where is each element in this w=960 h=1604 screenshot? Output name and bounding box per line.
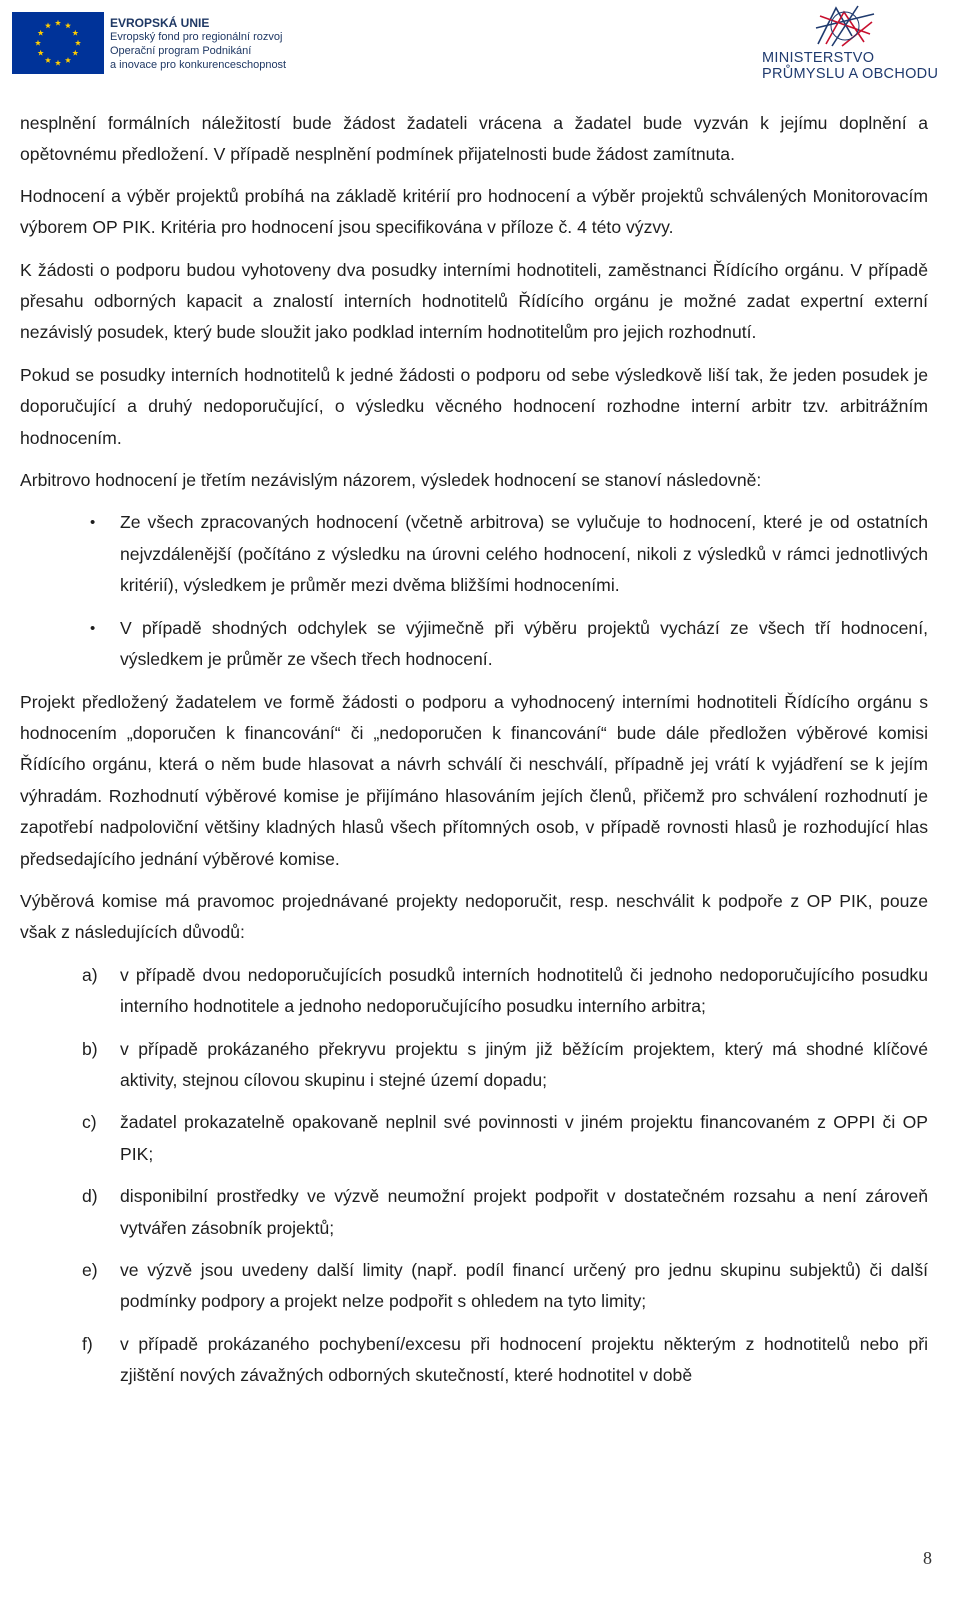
list-item — [20, 1107, 928, 1170]
paragraph-arbitration: Pokud se posudky interních hodnotitelů k jedné žádosti o podporu od sebe výsledkově liší tak, že jeden posudek je doporučující a druhý nedoporučující, o výsledku věcného hodnocení rozhodne interní arbitr tzv. arbitrážním hodnocením. — [20, 364, 928, 448]
list-text: ve výzvě jsou uvedeny další limity (např. podíl financí určený pro jednu skupinu subjektů) či další podmínky podpory a projekt nelze podpořit s ohledem na tyto limity; — [120, 1260, 928, 1312]
mpo-logo-line2: PRŮMYSLU A OBCHODU — [762, 66, 939, 82]
list-marker: e) — [82, 1260, 98, 1280]
bullet-text: Ze všech zpracovaných hodnocení (včetně arbitrova) se vylučuje to hodnocení, které je od ostatních nejvzdálenější (počítáno z výsledku na úrovni celého hodnocení, nikoli z výsledků v rámci jednotlivých kritérií), výsledkem je průměr mezi dvěma bližšími hodnoceními. — [120, 512, 928, 596]
eu-logo-line2: Evropský fond pro regionální rozvoj — [110, 31, 283, 43]
bullet-item — [20, 507, 928, 601]
eu-logo-text — [110, 16, 286, 72]
page-number: 8 — [923, 1548, 932, 1568]
list-marker: d) — [82, 1186, 98, 1207]
bullet-list — [20, 507, 928, 675]
mpo-logo — [762, 4, 942, 86]
list-item — [20, 1255, 928, 1318]
paragraph-selection-committee: Projekt předložený žadatelem ve formě žádosti o podporu a vyhodnocený interními hodnotiteli Řídícího orgánu s hodnocením „doporučen k financování“ či „nedoporučen k financování“ bude dále předložen výběrové komisi Řídícího orgánu, která o něm bude hlasovat a návrh schválí či neschválí, případně jej vrátí k vyjádření se k jejím výhradám. Rozhodnutí výběrové komise je přijímáno hlasováním jejích členů, přičemž pro schválení rozhodnutí je zapotřebí nadpoloviční většiny kladných hlasů všech přítomných osob, v případě rovnosti hlasů je rozhodující hlas předsedajícího jednání výběrové komise. — [20, 691, 928, 869]
list-item — [20, 1329, 928, 1392]
bullet-text: V případě shodných odchylek se výjimečně při výběru projektů vychází ze všech tří hodnocení, výsledkem je průměr ze všech třech hodnocení. — [120, 617, 928, 670]
paragraph-committee-powers: Výběrová komise má pravomoc projednávané projekty nedoporučit, resp. neschválit k podpoře z OP PIK, pouze však z následujících důvodů: — [20, 890, 928, 943]
list-marker: a) — [82, 964, 98, 985]
list-text: žadatel prokazatelně opakovaně neplnil své povinnosti v jiném projektu financovaném z OPPI či OP PIK; — [120, 1112, 928, 1164]
list-marker: c) — [82, 1112, 97, 1133]
list-item — [20, 960, 928, 1023]
paragraph-arbiter-result: Arbitrovo hodnocení je třetím nezávislým názorem, výsledek hodnocení se stanoví následovně: — [20, 470, 762, 491]
list-marker: f) — [82, 1333, 93, 1354]
bullet-item — [20, 613, 928, 676]
list-text: v případě prokázaného překryvu projektu s jiným již běžícím projektem, který má shodné klíčové aktivity, stejnou cílovou skupinu i stejné území dopadu; — [120, 1038, 928, 1090]
eu-logo — [12, 12, 286, 74]
eu-logo-line4: a inovace pro konkurenceschopnost — [110, 59, 287, 71]
document-body — [20, 108, 928, 1403]
list-text: v případě prokázaného pochybení/excesu při hodnocení projektu některým z hodnotitelů nebo při zjištění nových závažných odborných skutečností, které hodnotitel v době — [120, 1333, 928, 1386]
list-marker: b) — [82, 1038, 98, 1059]
mpo-logo-line1: MINISTERSTVO — [762, 50, 875, 66]
eu-flag-icon — [12, 12, 104, 74]
page-header — [0, 0, 960, 90]
mpo-logo-text — [762, 50, 938, 82]
bullet-icon: • — [90, 514, 96, 532]
list-text: disponibilní prostředky ve výzvě neumožní projekt podpořit v dostatečném rozsahu a není zároveň vytvářen zásobník projektů; — [120, 1186, 928, 1238]
bullet-icon: • — [90, 619, 96, 637]
paragraph-formal-requirements: nesplnění formálních náležitostí bude žádost žadateli vrácena a žadatel bude vyzván k jejímu doplnění a opětovnému předložení. V případě nesplnění podmínek přijatelnosti bude žádost zamítnuta. — [20, 113, 928, 165]
eu-logo-line1: EVROPSKÁ UNIE — [110, 16, 210, 30]
list-item — [20, 1034, 928, 1097]
list-item — [20, 1181, 928, 1244]
paragraph-evaluation-criteria: Hodnocení a výběr projektů probíhá na základě kritérií pro hodnocení a výběr projektů schválených Monitorovacím výborem OP PIK. Kritéria pro hodnocení jsou specifikována v příloze č. 4 této výzvy. — [20, 185, 928, 238]
list-text: v případě dvou nedoporučujících posudků interních hodnotitelů či jednoho nedoporučujícího posudku interního hodnotitele a jednoho nedoporučujícího posudku interního arbitra; — [120, 964, 928, 1017]
mpo-emblem-icon — [812, 4, 878, 50]
reasons-list — [20, 960, 928, 1392]
eu-logo-line3: Operační program Podnikání — [110, 45, 252, 57]
paragraph-internal-reviews: K žádosti o podporu budou vyhotoveny dva posudky interními hodnotiteli, zaměstnanci Řídícího orgánu. V případě přesahu odborných kapacit a znalostí interních hodnotitelů Řídícího orgánu je možné zadat expertní externí nezávislý posudek, který bude sloužit jako podklad interním hodnotitelům pro jejich rozhodnutí. — [20, 259, 928, 343]
